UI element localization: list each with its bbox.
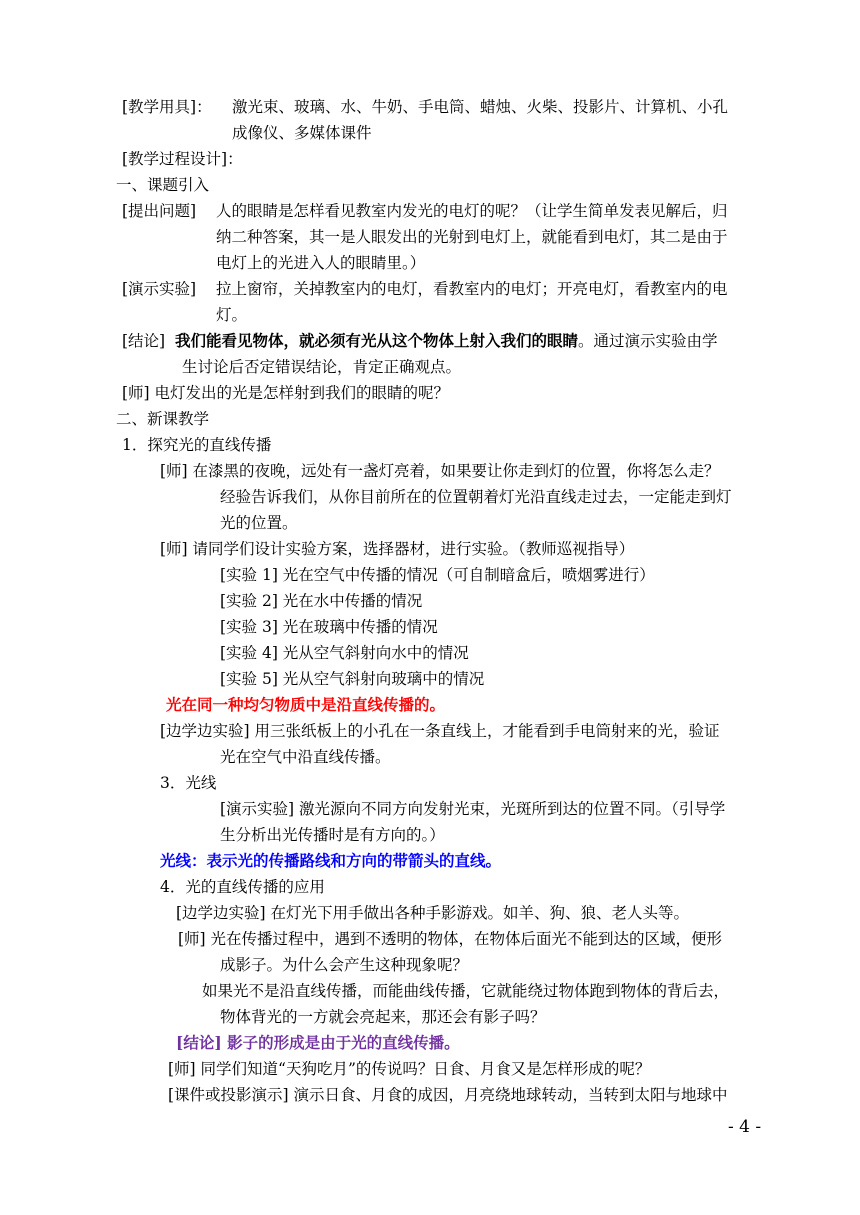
projection-demo-line1: [课件或投影演示] 演示日食、月食的成因，月亮绕地球转动，当转到太阳与地球中 [168, 1086, 728, 1104]
side-experiment-1-line2: 光在空气中沿直线传播。 [220, 748, 391, 766]
tools-label: [教学用具]： [122, 98, 212, 116]
teacher-4-line1: [师] 同学们知道“天狗吃月”的传说吗？日食、月食又是怎样形成的呢？ [168, 1060, 651, 1078]
page-number: - 4 - [728, 1117, 762, 1137]
experiment-3: [实验 3] 光在玻璃中传播的情况 [220, 618, 438, 636]
item3-heading: 3．光线 [160, 774, 217, 792]
question-2-line2: 物体背光的一方就会亮起来，那还会有影子吗？ [220, 1008, 546, 1026]
red-conclusion: 光在同一种均匀物质中是沿直线传播的。 [166, 695, 446, 714]
demo2-line1: [演示实验] 激光源向不同方向发射光束，光斑所到达的位置不同。（引导学 [220, 800, 726, 818]
tools-text-line2: 成像仪、多媒体课件 [232, 124, 372, 142]
experiment-5: [实验 5] 光从空气斜射向玻璃中的情况 [220, 670, 485, 688]
teacher-1-line2: 经验告诉我们，从你目前所在的位置朝着灯光沿直线走过去，一定能走到灯 [220, 488, 732, 506]
conclusion-label: [结论] [122, 332, 166, 350]
shadow-conclusion: [结论] 影子的形成是由于光的直线传播。 [176, 1033, 460, 1052]
light-ray-definition: 光线：表示光的传播路线和方向的带箭头的直线。 [160, 851, 502, 870]
experiment-4: [实验 4] 光从空气斜射向水中的情况 [220, 644, 469, 662]
item1-heading: 1．探究光的直线传播 [122, 436, 272, 454]
conclusion-rest: 。通过演示实验由学 [577, 332, 718, 350]
teacher-2-line1: [师] 请同学们设计实验方案，选择器材，进行实验。（教师巡视指导） [160, 540, 635, 558]
item4-heading: 4．光的直线传播的应用 [160, 878, 325, 896]
teacher-1-line3: 光的位置。 [220, 514, 298, 532]
side-experiment-1-line1: [边学边实验] 用三张纸板上的小孔在一条直线上，才能看到手电筒射来的光，验证 [160, 722, 720, 740]
question-2-line1: 如果光不是沿直线传播，而能曲线传播，它就能绕过物体跑到物体的背后去， [202, 982, 730, 1000]
teacher-1-line1: [师] 在漆黑的夜晚，远处有一盏灯亮着，如果要让你走到灯的位置，你将怎么走？ [160, 462, 720, 480]
side-experiment-2: [边学边实验] 在灯光下用手做出各种手影游戏。如羊、狗、狼、老人头等。 [176, 904, 690, 922]
section1-heading: 一、课题引入 [116, 176, 210, 194]
tools-text-line1: 激光束、玻璃、水、牛奶、手电筒、蜡烛、火柴、投影片、计算机、小孔 [232, 98, 729, 116]
teacher-3-line1: [师] 光在传播过程中，遇到不透明的物体，在物体后面光不能到达的区域，便形 [178, 930, 723, 948]
experiment-2: [实验 2] 光在水中传播的情况 [220, 592, 423, 610]
demo-text-line2: 灯。 [216, 306, 248, 324]
process-label: [教学过程设计]： [122, 150, 243, 168]
question-label: [提出问题] [122, 202, 197, 220]
demo-label: [演示实验] [122, 280, 197, 298]
question-text-line3: 电灯上的光进入人的眼睛里。） [216, 254, 426, 272]
conclusion-bold: 我们能看见物体，就必须有光从这个物体上射入我们的眼睛 [174, 331, 578, 350]
conclusion-line2: 生讨论后否定错误结论，肯定正确观点。 [182, 358, 462, 376]
demo2-line2: 生分析出光传播时是有方向的。） [220, 826, 445, 844]
teacher-question-1: [师] 电灯发出的光是怎样射到我们的眼睛的呢？ [122, 384, 450, 402]
question-text-line2: 纳二种答案，其一是人眼发出的光射到电灯上，就能看到电灯，其二是由于 [216, 228, 728, 246]
experiment-1: [实验 1] 光在空气中传播的情况（可自制暗盒后，喷烟雾进行） [220, 566, 655, 584]
section2-heading: 二、新课教学 [116, 410, 210, 428]
conclusion-line1 [122, 330, 718, 352]
teacher-3-line2: 成影子。为什么会产生这种现象呢？ [220, 956, 469, 974]
demo-text-line1: 拉上窗帘，关掉教室内的电灯，看教室内的电灯；开亮电灯，看教室内的电 [216, 280, 728, 298]
question-text-line1: 人的眼睛是怎样看见教室内发光的电灯的呢？（让学生简单发表见解后，归 [216, 202, 728, 220]
